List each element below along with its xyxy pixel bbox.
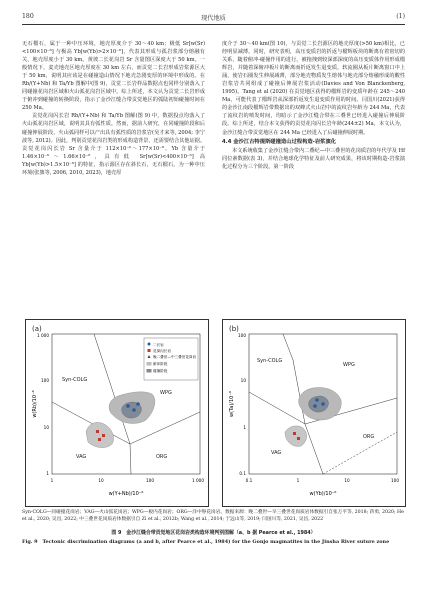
section-heading: 4.4 金沙江古特提斯碰撞造山过程构造-岩浆演化: [222, 138, 337, 145]
panel-a-plot: [26, 320, 208, 506]
right-column: [222, 40, 405, 171]
figure-panel-a: [25, 319, 209, 507]
x-axis-title: w(Y+Nb)/10⁻⁶: [108, 491, 144, 497]
tick-label: 1: [296, 478, 300, 483]
tick-label: 1: [243, 425, 246, 430]
tick-label: 10: [43, 425, 49, 430]
tick-label: 0.1: [239, 471, 246, 476]
tick-label: 1 000: [192, 478, 204, 483]
right-paragraph-2: 本文系统收集了金沙江缝合带内二叠纪—中三叠世的花岗质岩的年代学及 Hf 同位素数据(表 3)，并结合地球化学特征及前人研究成果，将该时期构造-岩浆演化过程分为三个阶段。第一阶段: [222, 147, 405, 170]
field-label-vag: VAG: [76, 454, 87, 460]
sample-point: [126, 404, 130, 408]
field-label-syn-colg: Syn-COLG: [62, 377, 88, 383]
field-label-wpg: WPG: [343, 362, 355, 368]
tick-label: 100: [41, 378, 49, 383]
panel-a-legend: [144, 338, 198, 380]
field-label-org: ORG: [363, 434, 375, 440]
tick-label: 100: [146, 478, 154, 483]
sample-point: [313, 404, 317, 408]
legend-item: 二长岩: [153, 342, 164, 347]
y-axis-title: w(Rb)/10⁻⁶: [32, 390, 38, 418]
tick-label: 1: [46, 471, 49, 476]
tick-label: 10: [344, 478, 350, 483]
header-rule: [22, 24, 405, 25]
sample-point: [293, 432, 296, 435]
field-label-syn-colg: Syn-COLG: [257, 358, 283, 364]
legend-item: 晚二叠世—中三叠世花岗岩: [153, 355, 197, 360]
sample-point: [132, 408, 136, 412]
page-number: 180: [22, 13, 34, 20]
legend-item: 花岗闪长岩: [153, 349, 171, 353]
tick-label: 1 000: [37, 333, 49, 338]
sample-point: [98, 438, 101, 441]
right-paragraph-1: 度介于 30～40 km(图 10)，与贡觉二长岩源区的地壳厚度(>50 km)相比，已经明显减薄。同时，研究表明，高压变质岩的折返与榴辉板块的断离有着密切的关系，随着俯冲-碰撞作用的进行，被拖拽到较深部深度的高压变质体作用形成榴辉岩，并随着深俯冲板片的断离而折返发生退变质，软流圈从板片断离窗口中上涌，使岩石圈发生伸展减薄，部分地壳物质发生熔体与地壳部分熔融形成的酸性岩浆岩共同组成了碰撞后伸展岩浆活动(Davies and Von Blanckenberg, 1995)。Tang et al (2020) 在贡觉地区获得的榴辉岩的变质年龄在 245～240 Ma，可能代表了榴辉岩从深部折返发生退变质作用的时间。闫国川(2021)获得的金沙江南段榴辉岩带数据出的双峰式火山岩中的流纹岩年龄为 244 Ma，代表了流纹岩的喷发时间，均暗示了金沙江缝合带在三叠世已经进入碰撞后伸展阶段。综上所述，结合本文获得的贡觉花岗闪长岩年龄(244±2) Ma，本文认为，金沙江缝合带贡觉地区在 244 Ma 已经进入了后碰撞伸展时期。: [222, 41, 405, 136]
legend-item: 俯冲阶段: [153, 362, 168, 366]
figure-caption-en: Fig. 9 Tectonic discrimination diagrams (a and b, after Pearce et al., 1984) for the Gonjo magmatites in the Jinsha River suture zone: [22, 539, 390, 545]
sample-point: [321, 402, 325, 406]
sample-point: [297, 437, 300, 440]
left-column: [22, 40, 205, 177]
sample-point: [96, 430, 99, 433]
panel-b-label: (b): [229, 325, 239, 333]
legend-item: 碰撞阶段: [153, 369, 168, 373]
figure-legend-note: Syn-COLG—同碰撞花岗岩；VAG—火山弧花岗岩；WPG—板内花岗岩；ORG—洋中脊花岗岩。数据来源：晚二叠世—早三叠世花岗质岩体数据引自张万平等, 2018; 蒋勇, 2020; He et al., 2020; 吴昌, 2022; 中三叠世花岗质岩体数据引自 Zi et al., 2012b; Wang et al., 2014; 于远山等, 2019; 闫国川等, 2021, 吴昌, 2022: [22, 510, 404, 522]
panel-b-plot: [223, 320, 405, 506]
field-label-wpg: WPG: [160, 390, 172, 396]
left-paragraph-1: 无石榴石，属于一种中压环境，地壳厚度介于 30～40 km；极低 Sr[w(Sr)<100×10⁻⁶] 与极高 Yb[w(Yb)>2×10⁻⁶]，代表其形成与孤岩浆部分熔融有关，地壳厚度小于 30 km。黄坡二长花岗岩 Sr 含量图区深度大于 50 km。一般情况下，麦壳地壳区地壳厚度在 30 km 左右，而贡觉二长岩形成岩浆源区大于 50 km，说明其应该是在碰撞造山情况下地壳急剧变厚的环境中形成的。在 Rb/(Y+Nb) 和 Ta/Yb 图解中(图 9)，贡觉二长岩样品数据点也同样分别落入了同碰撞花岗岩区域和火山弧花岗岩区域中。综上所述，本文认为贡觉二长岩形成于俯冲到碰撞的转换阶段，指示了金沙江缝合带贡觉地区的弧陆初始碰撞时间在 250 Ma。: [22, 41, 205, 112]
figure-caption-cn: 图 9 金沙江缝合带贡觉地区花岗岩类构造环境判别图解（a、b 据 Pearce et al., 1984）: [111, 530, 316, 536]
volume-label: (1): [396, 13, 405, 20]
field-label-org: ORG: [156, 454, 168, 460]
tick-label: 100: [391, 478, 399, 483]
y-axis-title: w(Ta)/10⁻⁶: [229, 391, 235, 417]
journal-title: 现代地质: [201, 15, 226, 22]
field-label-vag: VAG: [271, 450, 282, 456]
sample-point: [136, 402, 140, 406]
tick-label: 10: [98, 478, 104, 483]
panel-a-label: (a): [32, 325, 42, 333]
tick-label: 0.1: [245, 478, 253, 483]
sample-point: [102, 434, 105, 437]
x-axis-title: w(Yb)/10⁻⁶: [309, 491, 337, 497]
tick-label: 100: [238, 333, 246, 338]
figure-panel-b: [222, 319, 406, 507]
tick-label: 10: [240, 378, 246, 383]
sample-point: [315, 398, 319, 402]
left-paragraph-2: 贡觉花岗闪长岩 Rb/(Y+Nb) 和 Ta/Yb 图解(图 9) 中，数据投点均落入了火山弧花岗岩区域，说明其具有弧性质。然而，据前人研究，在同碰撞阶段和后碰撞伸展阶段，火山弧同样可以产出具有弧性质的岩浆岩(吴才来等, 2004; 李宁波等, 2012)。因此，判别贡觉花岗岩类的形成构造背景，还需要结合其他证据。贡觉花岗闪长岩 Sr 含量介于 112×10⁻⁶～177×10⁻⁶，Yb 含量介于 1.46×10⁻⁶～1.66×10⁻⁶，具有低 Sr[w(Sr)<400×10⁻⁶] 高 Yb[w(Yb)>1.5×10⁻⁶] 的特征，指示源区存在斜长石，无石榴石，为一种中压环境(张旗等, 2006, 2010, 2023)，地壳厚: [22, 113, 205, 176]
tick-label: 1: [50, 478, 54, 483]
